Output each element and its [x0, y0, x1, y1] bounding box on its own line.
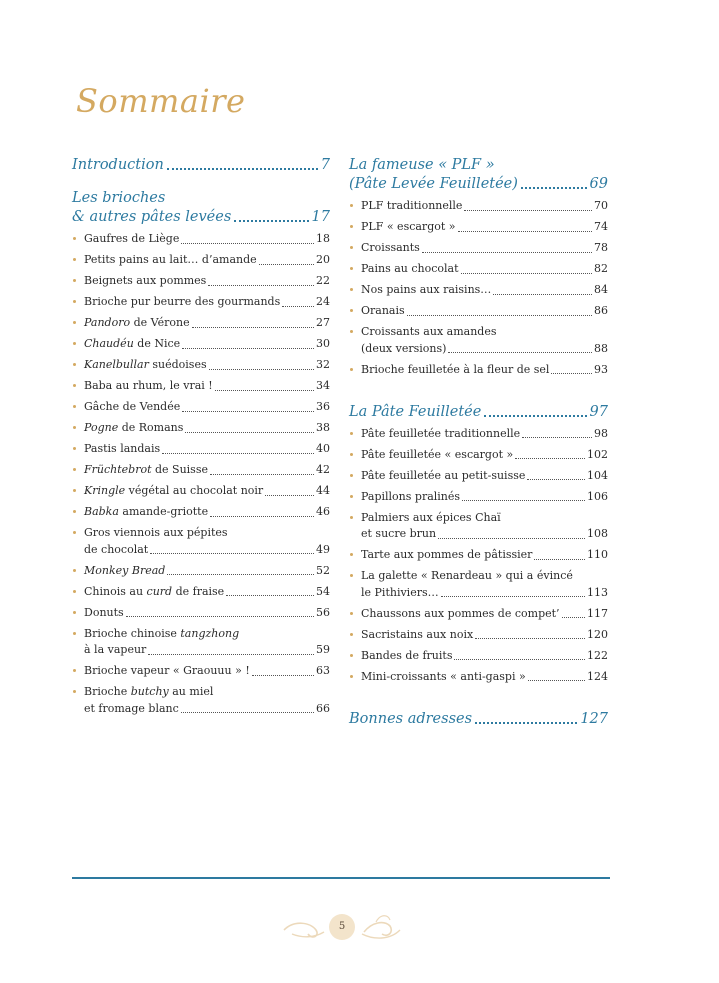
- entry-text: Pâte feuilletée au petit-suisse: [361, 468, 526, 482]
- entry-text: Pains au chocolat: [361, 262, 459, 275]
- bullet-icon: [73, 489, 76, 492]
- dot-leader: [475, 722, 577, 724]
- toc-entry[interactable]: [72, 441, 330, 458]
- dot-leader: [181, 712, 314, 713]
- entry-text: et sucre brun: [361, 527, 437, 540]
- bullet-icon: [73, 300, 76, 303]
- toc-entry[interactable]: [349, 648, 608, 665]
- entry-page-number: 18: [316, 232, 330, 245]
- toc-entry[interactable]: [349, 447, 608, 464]
- entry-text: Früchtebrot: [84, 463, 152, 476]
- entry-page-number: 30: [316, 337, 330, 350]
- section-title-line: Les brioches: [72, 190, 166, 206]
- entry-text: Gâche de Vendée: [84, 400, 181, 413]
- entry-page-number: 93: [594, 362, 608, 376]
- entry-text: végétal au chocolat noir: [125, 484, 264, 497]
- toc-entry[interactable]: [349, 219, 608, 236]
- entry-text: Petits pains au lait… d’amande: [84, 253, 257, 266]
- dot-leader: [521, 187, 587, 189]
- bullet-icon: [350, 474, 353, 477]
- toc-entry[interactable]: [72, 525, 330, 558]
- entry-text: Papillons pralinés: [361, 489, 461, 503]
- entry-text: à la vapeur: [84, 643, 147, 656]
- entry-page-number: 66: [316, 701, 330, 715]
- toc-entry[interactable]: [349, 198, 608, 215]
- entry-page-number: 22: [316, 274, 330, 287]
- bullet-icon: [350, 432, 353, 435]
- entry-page-number: 38: [316, 421, 330, 434]
- bullet-icon: [350, 675, 353, 678]
- entry-text: de Vérone: [130, 316, 190, 329]
- bullet-icon: [350, 309, 353, 312]
- dot-leader: [226, 595, 314, 596]
- entry-page-number: 24: [316, 295, 330, 308]
- bullet-icon: [73, 321, 76, 324]
- bullet-icon: [73, 468, 76, 471]
- entry-text: tangzhong: [180, 626, 240, 640]
- toc-entry[interactable]: [349, 669, 608, 686]
- bullet-icon: [73, 531, 76, 534]
- entry-page-number: 54: [316, 584, 330, 598]
- toc-entry[interactable]: [349, 547, 608, 564]
- entry-page-number: 44: [316, 484, 330, 497]
- entry-text: de Suisse: [151, 463, 208, 476]
- entry-text: Brioche pur beurre des gourmands: [84, 295, 281, 308]
- dot-leader: [215, 390, 314, 391]
- dot-leader: [234, 220, 308, 222]
- toc-entry[interactable]: [349, 303, 608, 320]
- entry-text: Mini-croissants « anti-gaspi »: [361, 669, 526, 683]
- dot-leader: [458, 231, 592, 232]
- toc-entry[interactable]: [72, 684, 330, 717]
- bullet-icon: [73, 590, 76, 593]
- dot-leader: [150, 553, 314, 554]
- entry-text: Pâte feuilletée « escargot »: [361, 447, 514, 461]
- entry-page-number: 124: [587, 669, 608, 683]
- section-plf[interactable]: [349, 156, 608, 194]
- dot-leader: [493, 294, 592, 295]
- entry-text: PLF « escargot »: [361, 220, 456, 233]
- toc-entry[interactable]: [349, 240, 608, 257]
- entry-text: de fraise: [172, 584, 225, 598]
- toc-entry[interactable]: [349, 282, 608, 299]
- footer-divider: [72, 877, 610, 879]
- entry-page-number: 32: [316, 358, 330, 371]
- toc-entry[interactable]: [349, 324, 608, 357]
- toc-entry[interactable]: [72, 315, 330, 332]
- entry-text: Pastis landais: [84, 442, 161, 455]
- section-title-line: Bonnes adresses: [349, 710, 473, 727]
- bullet-icon: [73, 237, 76, 240]
- entry-text: amande-griotte: [118, 505, 209, 518]
- dot-leader: [422, 252, 592, 253]
- dot-leader: [182, 411, 314, 412]
- entry-text: (deux versions): [361, 341, 447, 355]
- bullet-icon: [350, 267, 353, 270]
- toc-right-column: [349, 156, 608, 729]
- entry-text: Chaudéu: [84, 337, 134, 350]
- bullet-icon: [73, 405, 76, 408]
- page-title: Sommaire: [76, 82, 246, 120]
- entry-text: La galette « Renardeau » qui a évincé: [361, 569, 573, 582]
- entry-text: Pogne: [84, 421, 119, 434]
- toc-entry[interactable]: [72, 605, 330, 622]
- toc-entry[interactable]: [349, 627, 608, 644]
- dot-leader: [528, 680, 585, 681]
- dot-leader: [208, 285, 314, 286]
- dot-leader: [515, 458, 585, 459]
- entry-page-number: 113: [587, 585, 608, 599]
- dot-leader: [210, 474, 314, 475]
- bullet-icon: [73, 363, 76, 366]
- section-pate-feuilletee[interactable]: [349, 403, 608, 422]
- dot-leader: [462, 500, 585, 501]
- dot-leader: [182, 348, 314, 349]
- brioche-entry-list: [72, 231, 330, 717]
- entry-text: Beignets aux pommes: [84, 274, 207, 287]
- dot-leader: [210, 516, 314, 517]
- bullet-icon: [350, 633, 353, 636]
- entry-text: de chocolat: [84, 542, 149, 556]
- toc-entry[interactable]: [72, 563, 330, 580]
- dot-leader: [448, 352, 592, 353]
- bullet-icon: [350, 495, 353, 498]
- bullet-icon: [350, 453, 353, 456]
- entry-page-number: 110: [587, 548, 608, 561]
- entry-text: Bandes de fruits: [361, 648, 453, 662]
- entry-text: Chinois au: [84, 584, 147, 598]
- section-title-line: (Pâte Levée Feuilletée): [349, 176, 518, 192]
- bullet-icon: [73, 611, 76, 614]
- entry-text: Babka: [84, 505, 119, 518]
- section-title-line: La fameuse « PLF »: [349, 157, 495, 173]
- dot-leader: [534, 559, 585, 560]
- toc-entry[interactable]: [72, 399, 330, 416]
- toc-entry[interactable]: [349, 426, 608, 443]
- section-page-number: 69: [589, 176, 608, 192]
- bullet-icon: [73, 279, 76, 282]
- dot-leader: [259, 264, 314, 265]
- dot-leader: [441, 596, 585, 597]
- entry-page-number: 52: [316, 563, 330, 577]
- entry-text: Donuts: [84, 605, 124, 619]
- section-introduction[interactable]: [72, 156, 330, 175]
- toc-entry[interactable]: [349, 489, 608, 506]
- entry-text: Palmiers aux épices Chaï: [361, 510, 501, 524]
- plf-entry-list: [349, 198, 608, 378]
- dot-leader: [181, 243, 314, 244]
- dot-leader: [148, 654, 314, 655]
- section-page-number: 7: [320, 157, 330, 173]
- entry-text: Brioche feuilletée à la fleur de sel: [361, 362, 550, 376]
- dot-leader: [282, 306, 314, 307]
- entry-text: Kanelbullar: [84, 358, 149, 371]
- toc-entry[interactable]: [72, 252, 330, 269]
- dot-leader: [461, 273, 593, 274]
- section-title-line: La Pâte Feuilletée: [349, 403, 482, 420]
- entry-page-number: 86: [594, 304, 608, 317]
- entry-text: Baba au rhum, le vrai !: [84, 379, 213, 392]
- bullet-icon: [73, 690, 76, 693]
- entry-page-number: 59: [316, 643, 330, 656]
- entry-page-number: 88: [594, 341, 608, 355]
- toc-entry[interactable]: [72, 336, 330, 353]
- entry-text: Gros viennois aux pépites: [84, 526, 228, 539]
- toc-entry[interactable]: [72, 420, 330, 437]
- toc-left-column: [72, 156, 330, 722]
- entry-text: Tarte aux pommes de pâtissier: [361, 548, 533, 561]
- bullet-icon: [350, 553, 353, 556]
- entry-page-number: 74: [594, 220, 608, 233]
- entry-text: butchy: [130, 685, 169, 698]
- section-page-number: 17: [311, 209, 330, 225]
- bullet-icon: [73, 669, 76, 672]
- dot-leader: [522, 437, 592, 438]
- dot-leader: [454, 659, 585, 660]
- pf-entry-list: [349, 426, 608, 686]
- entry-page-number: 98: [594, 426, 608, 440]
- bullet-icon: [350, 654, 353, 657]
- entry-text: Brioche: [84, 685, 131, 698]
- entry-page-number: 102: [587, 447, 608, 461]
- dot-leader: [464, 210, 592, 211]
- dot-leader: [438, 538, 585, 539]
- entry-text: Gaufres de Liège: [84, 232, 180, 245]
- entry-page-number: 117: [587, 606, 608, 620]
- entry-text: de Nice: [133, 337, 181, 350]
- toc-entry[interactable]: [72, 462, 330, 479]
- entry-page-number: 78: [594, 241, 608, 254]
- dot-leader: [252, 675, 314, 676]
- bullet-icon: [350, 574, 353, 577]
- entry-text: Sacristains aux noix: [361, 627, 474, 641]
- entry-page-number: 34: [316, 379, 330, 392]
- entry-text: de Romans: [118, 421, 184, 434]
- entry-page-number: 42: [316, 463, 330, 476]
- entry-text: Croissants: [361, 241, 420, 254]
- bullet-icon: [350, 612, 353, 615]
- toc-entry[interactable]: [349, 468, 608, 485]
- entry-page-number: 122: [587, 648, 608, 662]
- dot-leader: [407, 315, 592, 316]
- toc-entry[interactable]: [72, 378, 330, 395]
- toc-entry[interactable]: [349, 261, 608, 278]
- bullet-icon: [350, 368, 353, 371]
- entry-text: Nos pains aux raisins…: [361, 283, 492, 296]
- bullet-icon: [350, 288, 353, 291]
- entry-text: au miel: [168, 685, 214, 698]
- toc-entry[interactable]: [72, 294, 330, 311]
- dot-leader: [551, 373, 592, 374]
- toc-entry[interactable]: [72, 584, 330, 601]
- entry-page-number: 49: [316, 542, 330, 556]
- entry-text: Pâte feuilletée traditionnelle: [361, 426, 521, 440]
- section-title-line: & autres pâtes levées: [72, 209, 232, 225]
- bullet-icon: [73, 342, 76, 345]
- entry-text: et fromage blanc: [84, 701, 179, 715]
- entry-page-number: 120: [587, 627, 608, 641]
- entry-page-number: 108: [587, 527, 608, 540]
- section-brioches[interactable]: [72, 189, 330, 227]
- dot-leader: [167, 574, 314, 575]
- entry-page-number: 82: [594, 262, 608, 275]
- section-page-number: 127: [580, 710, 608, 727]
- dot-leader: [167, 168, 318, 170]
- entry-page-number: 20: [316, 253, 330, 266]
- bullet-icon: [73, 447, 76, 450]
- bullet-icon: [73, 384, 76, 387]
- dot-leader: [484, 415, 586, 417]
- entry-page-number: 46: [316, 505, 330, 518]
- entry-page-number: 56: [316, 605, 330, 619]
- bullet-icon: [73, 426, 76, 429]
- toc-entry[interactable]: [72, 273, 330, 290]
- page-number-badge: 5: [329, 914, 355, 940]
- entry-text: suédoises: [148, 358, 207, 371]
- entry-page-number: 84: [594, 283, 608, 296]
- section-bonnes-adresses[interactable]: [349, 710, 608, 729]
- dot-leader: [475, 638, 585, 639]
- entry-page-number: 104: [587, 468, 608, 482]
- bullet-icon: [350, 516, 353, 519]
- dot-leader: [527, 479, 585, 480]
- entry-page-number: 106: [587, 489, 608, 503]
- dot-leader: [192, 327, 314, 328]
- entry-page-number: 36: [316, 400, 330, 413]
- entry-text: Pandoro: [84, 316, 131, 329]
- toc-entry[interactable]: [349, 362, 608, 379]
- entry-text: le Pithiviers…: [361, 585, 439, 599]
- entry-text: Chaussons aux pommes de compet’: [361, 606, 560, 620]
- entry-text: Kringle: [84, 484, 126, 497]
- toc-entry[interactable]: [72, 357, 330, 374]
- toc-entry[interactable]: [72, 504, 330, 521]
- bullet-icon: [350, 246, 353, 249]
- section-title-line: Introduction: [72, 157, 164, 173]
- entry-text: Brioche vapeur « Graouuu » !: [84, 664, 250, 677]
- dot-leader: [562, 617, 585, 618]
- entry-text: Brioche chinoise: [84, 626, 181, 640]
- entry-page-number: 70: [594, 199, 608, 212]
- bullet-icon: [73, 569, 76, 572]
- entry-page-number: 63: [316, 664, 330, 677]
- entry-text: curd: [146, 584, 173, 598]
- entry-text: Monkey Bread: [84, 563, 166, 577]
- toc-entry[interactable]: [349, 510, 608, 543]
- dot-leader: [162, 453, 314, 454]
- bullet-icon: [350, 225, 353, 228]
- dot-leader: [126, 616, 314, 617]
- toc-entry[interactable]: [72, 626, 330, 659]
- bullet-icon: [73, 510, 76, 513]
- entry-page-number: 40: [316, 442, 330, 455]
- bullet-icon: [350, 204, 353, 207]
- toc-entry[interactable]: [72, 483, 330, 500]
- dot-leader: [209, 369, 314, 370]
- entry-text: Croissants aux amandes: [361, 325, 497, 338]
- toc-entry[interactable]: [72, 663, 330, 680]
- bullet-icon: [73, 632, 76, 635]
- bullet-icon: [73, 258, 76, 261]
- section-page-number: 97: [589, 403, 608, 420]
- toc-entry[interactable]: [349, 568, 608, 601]
- entry-text: Oranais: [361, 304, 405, 317]
- entry-page-number: 27: [316, 316, 330, 329]
- toc-entry[interactable]: [349, 606, 608, 623]
- toc-entry[interactable]: [72, 231, 330, 248]
- dot-leader: [185, 432, 314, 433]
- bullet-icon: [350, 330, 353, 333]
- dot-leader: [265, 495, 314, 496]
- entry-text: PLF traditionnelle: [361, 199, 463, 212]
